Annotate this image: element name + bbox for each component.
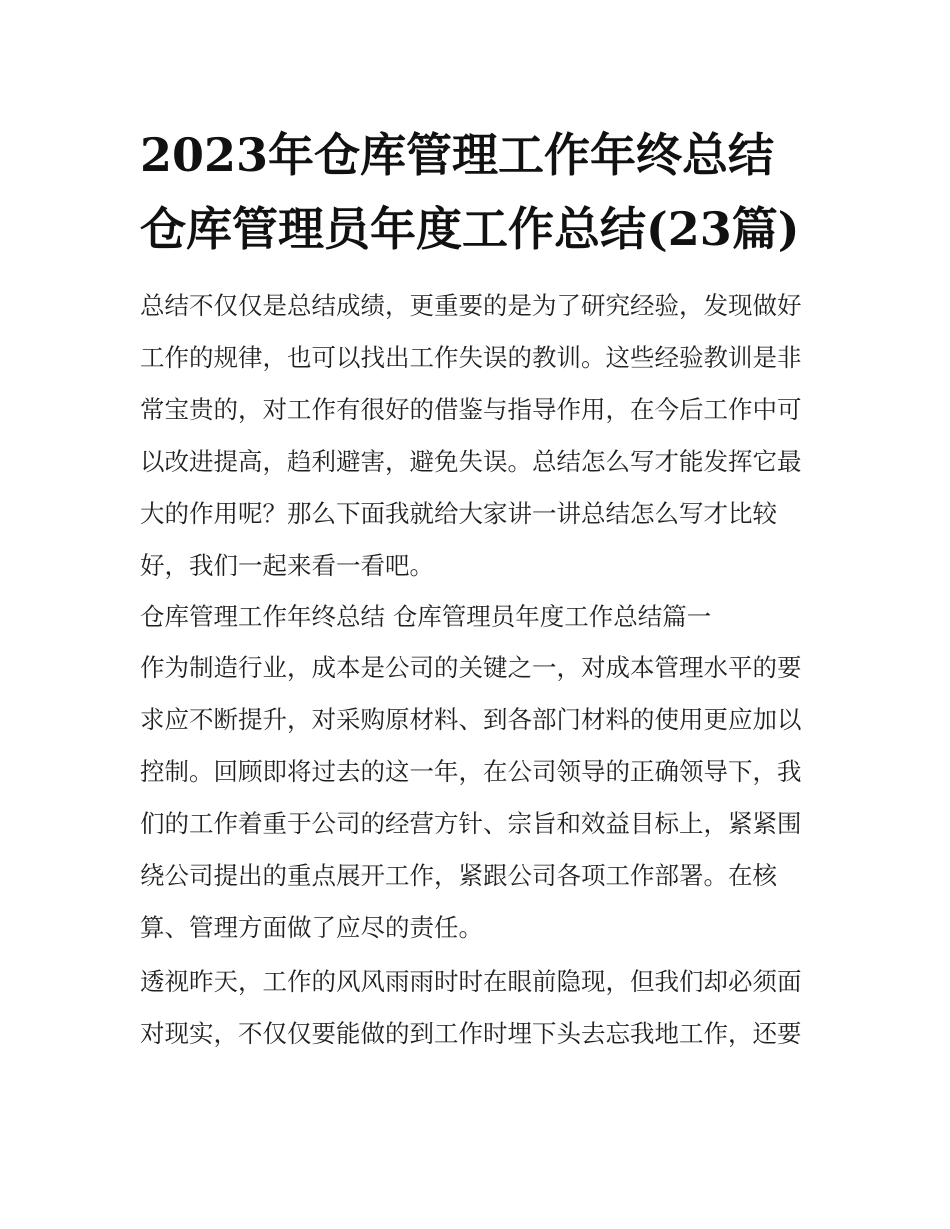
document-body	[140, 118, 812, 1060]
document-title: 2023年仓库管理工作年终总结 仓库管理员年度工作总结(23篇)	[140, 128, 800, 256]
body-paragraph: 透视昨天，工作的风风雨雨时时在眼前隐现，但我们却必须面对现实，不仅仅要能做的到工作时埋下头去忘我地工作，还要	[140, 967, 802, 1048]
body-paragraph: 作为制造行业，成本是公司的关键之一，对成本管理水平的要求应不断提升，对采购原材料、到各部门材料的使用更应加以控制。回顾即将过去的这一年，在公司领导的正确领导下，我们的工作着重于公司的经营方针、宗旨和效益目标上，紧紧围绕公司提出的重点展开工作，紧跟公司各项工作部署。在核算、管理方面做了应尽的责任。	[140, 653, 802, 942]
section-heading: 仓库管理工作年终总结 仓库管理员年度工作总结篇一	[140, 602, 712, 631]
intro-paragraph: 总结不仅仅是总结成绩，更重要的是为了研究经验，发现做好工作的规律，也可以找出工作失误的教训。这些经验教训是非常宝贵的，对工作有很好的借鉴与指导作用，在今后工作中可以改进提高，趋利避害，避免失误。总结怎么写才能发挥它最大的作用呢？那么下面我就给大家讲一讲总结怎么写才比较好，我们一起来看一看吧。	[140, 291, 802, 580]
